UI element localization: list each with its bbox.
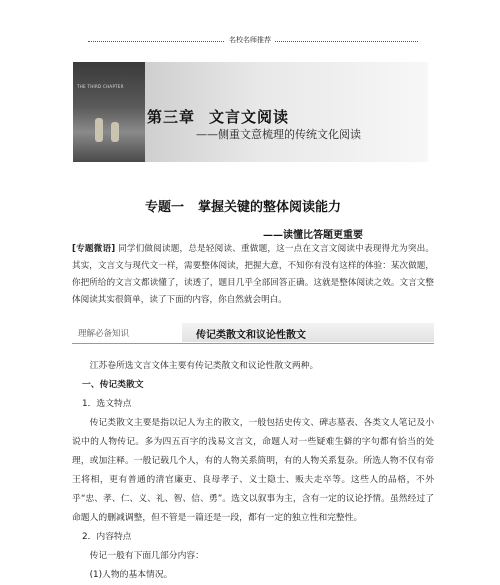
section-tab-title: 传记类散文和议论性散文 [196, 330, 306, 341]
body-subheading: 1．选文特点 [82, 399, 132, 409]
body-paragraph: 江苏卷所选文言文体主要有传记类散文和议论性散文两种。 [89, 361, 319, 371]
photo-caption: THE THIRD CHAPTER [77, 84, 124, 89]
chapter-name: 文言文阅读 [209, 108, 290, 126]
body-heading: 一、传记类散文 [82, 380, 144, 390]
body-paragraph: 传记类散文主要是指以记人为主的散文，一般包括史传文、碑志墓表、各类文人笔记及小说中的人物传记。多为四五百字的浅易文言文，命题人对一些疑难生僻的字句都有恰当的处理，或加注释。一般记载几个人，有的人物关系简明，有的人物关系复杂。所选人物不仅有帝王将相，更有普通的清官廉吏、良母孝子、义士隐士、贩夫走卒等。这些人的品格，不外乎“忠、孝、仁、义、礼、智、信、勇”。选文以叙事为主，含有一定的议论抒情。虽然经过了命题人的删减调整，但不管是一篇还是一段，都有一定的独立性和完整性。 [72, 418, 434, 523]
chapter-photo [73, 62, 145, 162]
section-bar [72, 323, 434, 344]
topic-name: 掌握关键的整体阅读能力 [198, 200, 342, 215]
topic-subtitle: ——读懂比答题更重要 [263, 230, 363, 241]
intro-text: 同学们做阅读题，总是轻阅读、重做题，这一点在文言文阅读中表现得尤为突出。其实，文言文与现代文一样，需要整体阅读，把握大意，不知你有没有这样的体验：某次做题，你把所给的文言文都读懂了，读透了，题目几乎全部回答正确。这就是整体阅读之效。文言文整体阅读其实很简单，读了下面的内容，你自然就会明白。 [72, 244, 434, 305]
chapter-number: 第三章 [147, 108, 196, 126]
deer-figure [95, 118, 103, 142]
deer-figure [111, 122, 119, 142]
body-text [72, 357, 434, 585]
intro-paragraph [72, 241, 434, 309]
section-label: 理解必备知识 [78, 329, 130, 339]
chapter-subtitle: ——侧重文意梳理的传统文化阅读 [196, 128, 361, 141]
body-paragraph: 传记一般有下面几部分内容： [89, 551, 204, 561]
chapter-title [147, 106, 303, 127]
body-subheading: 2．内容特点 [82, 532, 132, 542]
intro-label: [专题微语] [72, 244, 116, 254]
topic-number: 专题一 [144, 200, 184, 215]
header-label [0, 35, 500, 45]
body-paragraph: (1)人物的基本情况。 [89, 570, 173, 580]
section-tab [182, 323, 434, 342]
topic-title [0, 196, 500, 215]
header-text: 名校名师推荐 [225, 36, 275, 44]
